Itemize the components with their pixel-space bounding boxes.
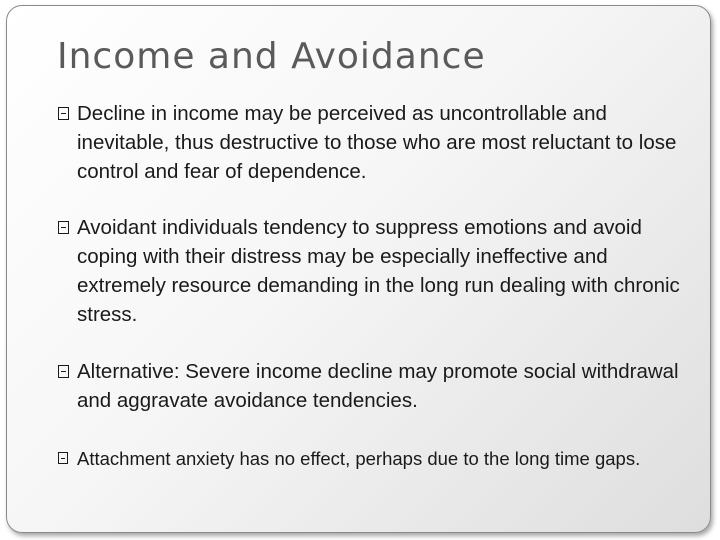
bullet-list [57,99,697,473]
bullet-text: Attachment anxiety has no effect, perhaps due to the long time gaps. [77,448,641,469]
bullet-text: Decline in income may be perceived as uncontrollable and inevitable, thus destructive to those who are most reluctant to lose control and fear of dependence. [77,102,677,183]
bullet-text: Alternative: Severe income decline may promote social withdrawal and aggravate avoidance tendencies. [77,360,679,412]
bullet-item [57,213,697,329]
missing-glyph-box-icon [58,365,69,378]
missing-glyph-box-icon [58,107,69,120]
missing-glyph-box-icon [58,452,68,464]
missing-glyph-box-icon [58,221,69,234]
bullet-item [57,445,697,473]
slide-title: Income and Avoidance [57,36,486,77]
bullet-item [57,99,697,186]
slide [6,5,711,533]
bullet-text: Avoidant individuals tendency to suppress emotions and avoid coping with their distress may be especially ineffective and extremely resource demanding in the long run dealing with chronic stress. [77,216,680,326]
bullet-item [57,357,697,415]
